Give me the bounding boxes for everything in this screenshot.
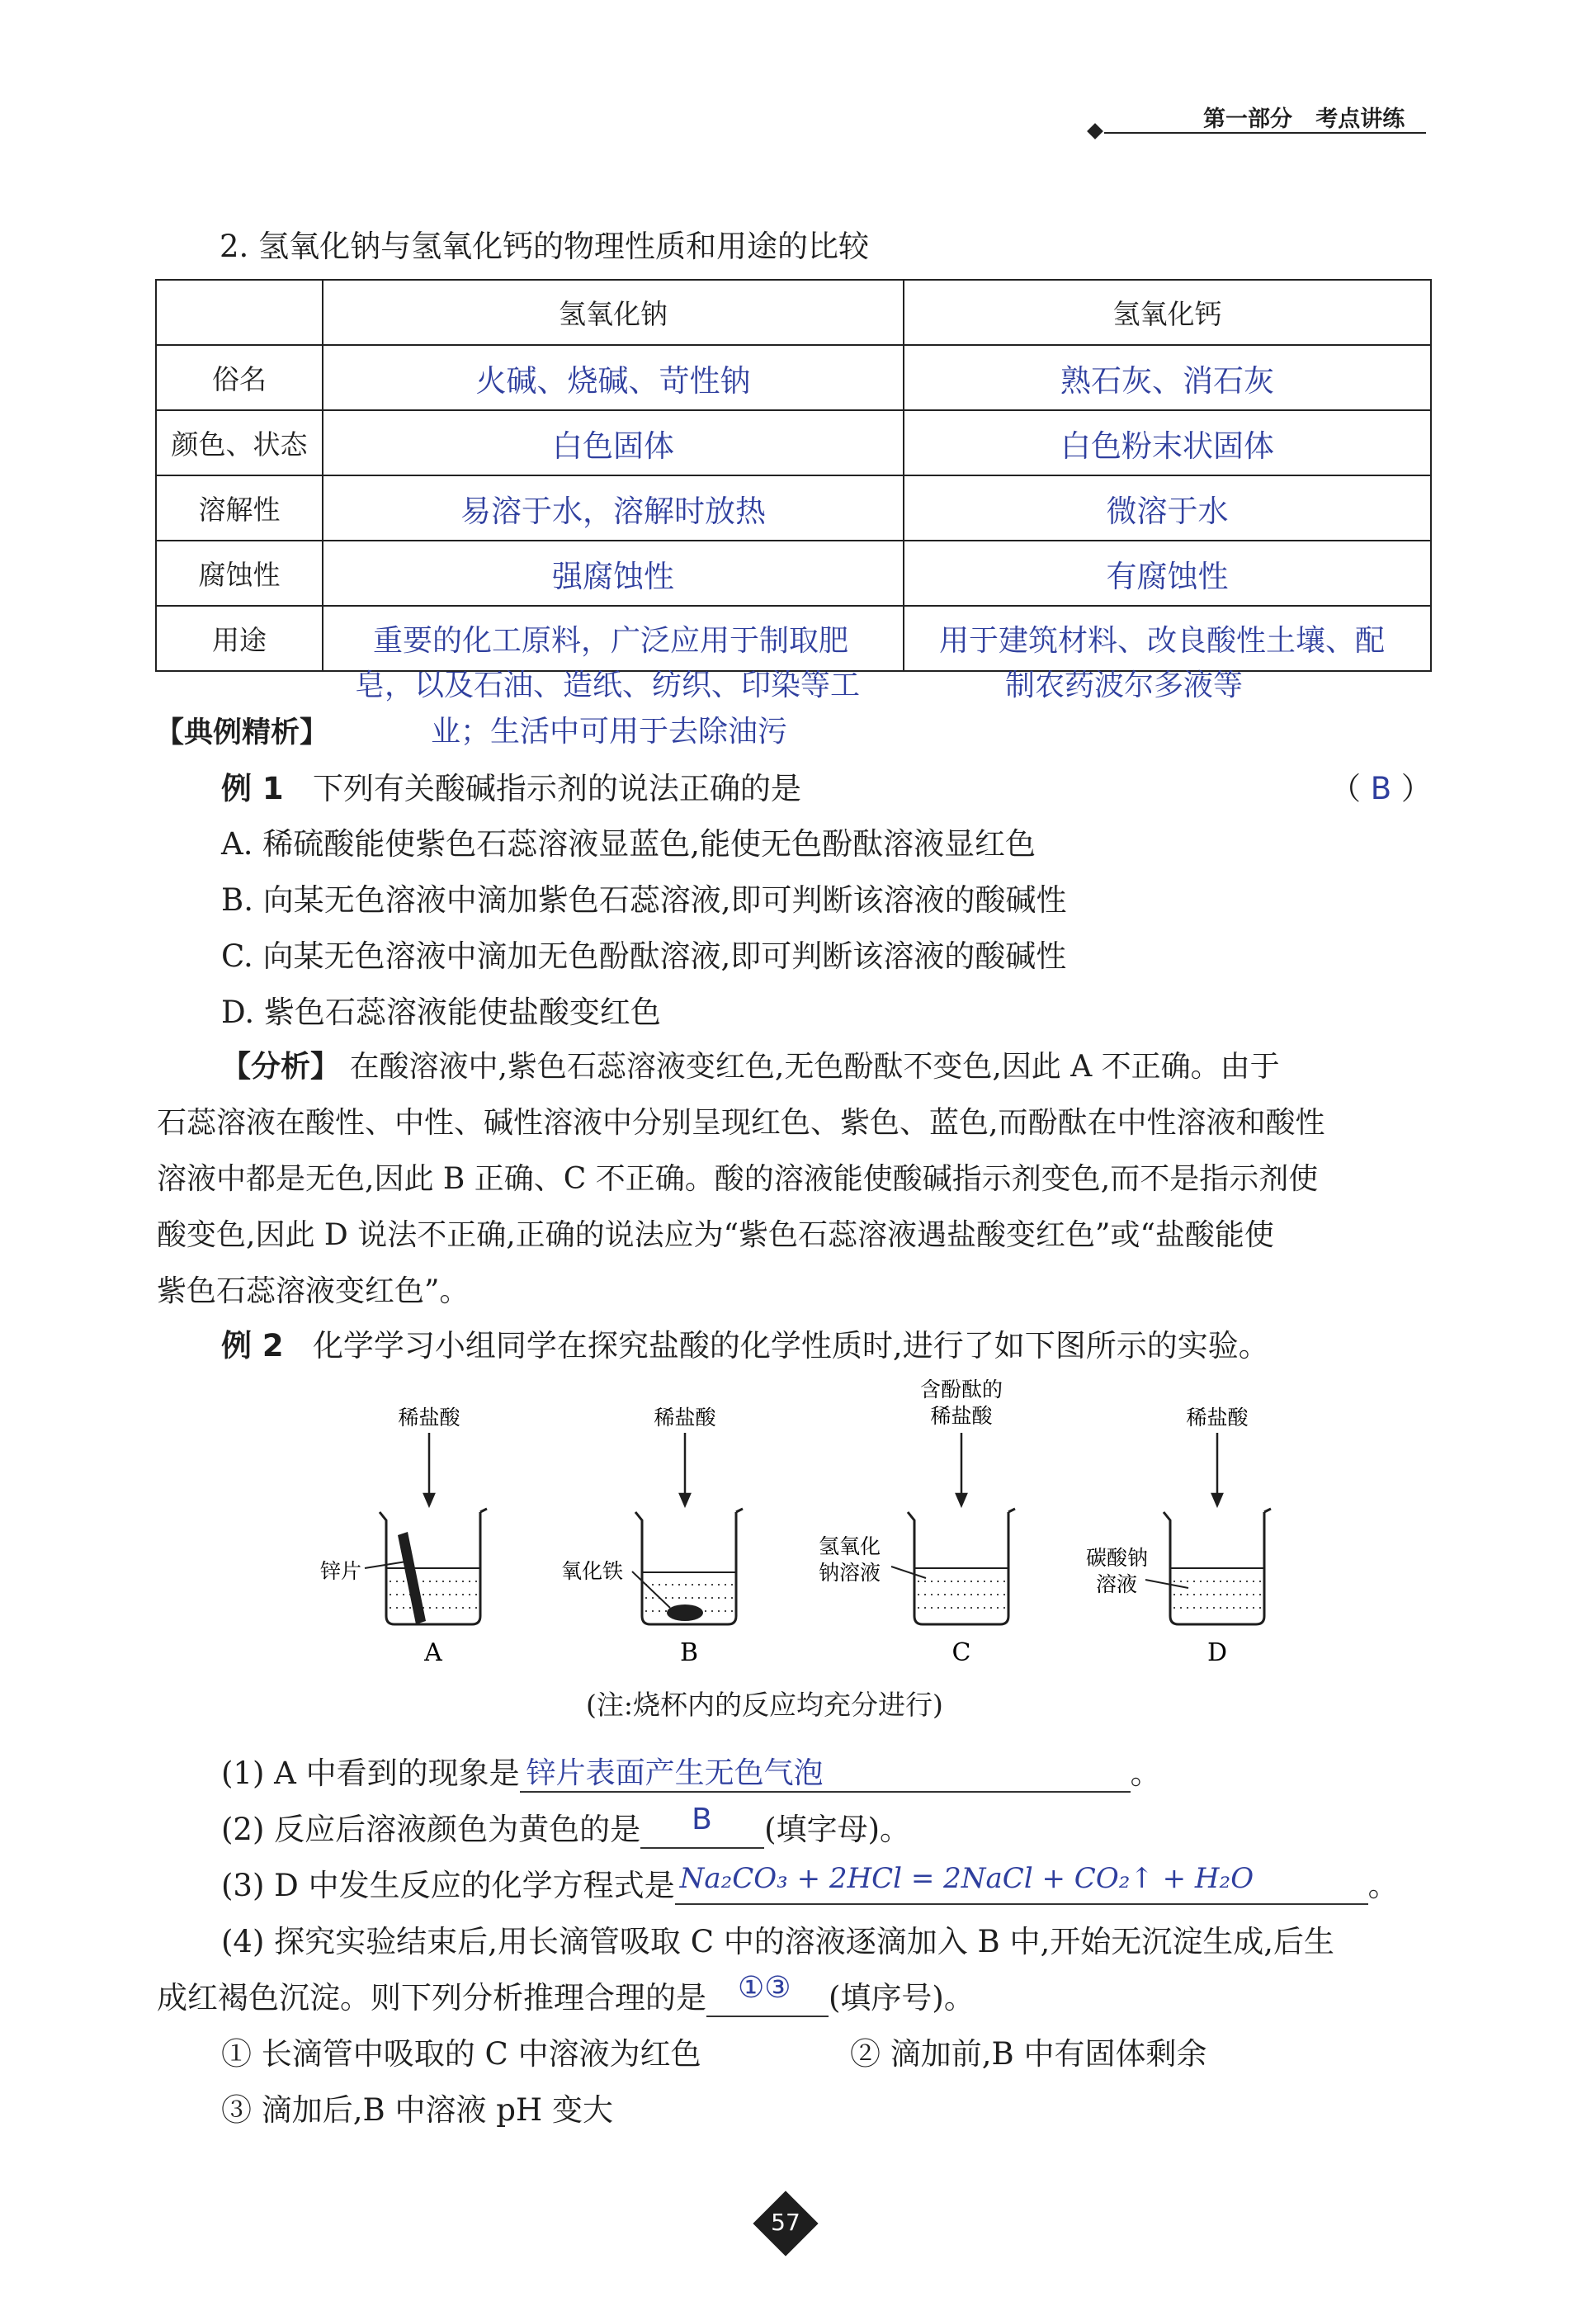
caoh-use-line1: 用于建筑材料、改良酸性土壤、配 — [939, 624, 1386, 658]
section-title: 2. 氢氧化钠与氢氧化钙的物理性质和用途的比较 — [220, 229, 870, 264]
page-number: 57 — [771, 2209, 800, 2236]
ex1-answer-bracket: （ B ） — [1330, 771, 1432, 806]
label-zinc: 锌片 — [320, 1559, 362, 1583]
iron-oxide-pile — [667, 1604, 703, 1621]
label-na2co3-line1: 碳酸钠 — [1086, 1546, 1149, 1570]
label-acid-a: 稀盐酸 — [398, 1406, 460, 1430]
q4-answer-blank — [706, 1971, 829, 2017]
beaker-label-b: B — [679, 1638, 699, 1667]
ex2-question: 化学学习小组同学在探究盐酸的化学性质时,进行了如下图所示的实验。 — [312, 1328, 1269, 1363]
q2-answer: B — [692, 1803, 712, 1836]
naoh-cell: 白色固体 — [323, 410, 904, 475]
table-row — [156, 345, 1431, 410]
analysis-line4: 酸变色,因此 D 说法不正确,正确的说法应为“紫色石蕊溶液遇盐酸变红色”或“盐酸能使 — [157, 1218, 1274, 1252]
header-diamond-icon — [1087, 123, 1103, 139]
analysis-tag: 【分析】 — [221, 1050, 341, 1084]
figure-note: (注:烧杯内的反应均充分进行) — [586, 1689, 943, 1721]
comparison-table — [155, 279, 1432, 672]
caoh-cell: 微溶于水 — [904, 475, 1431, 541]
table-header-row — [156, 280, 1431, 345]
q4-choice3: ③ 滴加后,B 中溶液 pH 变大 — [221, 2092, 613, 2128]
q4-line1: (4) 探究实验结束后,用长滴管吸取 C 中的溶液逐滴加入 B 中,开始无沉淀生成,后生 — [221, 1924, 1334, 1959]
header-rule — [1104, 132, 1426, 134]
naoh-use-line3: 业；生活中可用于去除油污 — [431, 715, 788, 749]
q4-row: 成红褐色沉淀。则下列分析推理合理的是 ①③ (填序号)。 — [157, 1971, 975, 2016]
ex1-stem — [221, 763, 801, 808]
ex1-answer: B — [1370, 771, 1392, 806]
label-na2co3-line2: 溶液 — [1096, 1572, 1138, 1596]
naoh-cell: 易溶于水，溶解时放热 — [323, 475, 904, 541]
caoh-cell: 有腐蚀性 — [904, 541, 1431, 606]
naoh-use-line2: 皂，以及石油、造纸、纺织、印染等工 — [355, 669, 861, 702]
q4-choice1: ① 长滴管中吸取的 C 中溶液为红色 — [221, 2036, 701, 2072]
ex1-option-a: A. 稀硫酸能使紫色石蕊溶液显蓝色,能使无色酚酞溶液显红色 — [221, 826, 1036, 862]
table-row — [156, 541, 1431, 606]
q1-answer: 锌片表面产生无色气泡 — [526, 1756, 824, 1790]
header-section: 第一部分 考点讲练 — [1203, 106, 1405, 132]
naoh-use-line1: 重要的化工原料，广泛应用于制取肥 — [373, 624, 849, 658]
table-header-caoh: 氢氧化钙 — [904, 280, 1431, 345]
ex1-option-b: B. 向某无色溶液中滴加紫色石蕊溶液,即可判断该溶液的酸碱性 — [221, 882, 1067, 918]
ex2-tag: 例 2 — [221, 1328, 284, 1363]
table-row — [156, 410, 1431, 475]
q3-answer: Na₂CO₃ + 2HCl = 2NaCl + CO₂↑ + H₂O — [679, 1862, 1254, 1895]
q1-row: (1) A 中看到的现象是 锌片表面产生无色气泡 。 — [221, 1748, 1161, 1793]
q2-answer-blank — [640, 1803, 764, 1849]
q3-answer-blank — [675, 1862, 1368, 1905]
row-label: 用途 — [156, 606, 323, 671]
table-header-naoh: 氢氧化钠 — [323, 280, 904, 345]
experiment-figure — [314, 1370, 1386, 1667]
table-corner-cell — [156, 280, 323, 345]
row-label: 俗名 — [156, 345, 323, 410]
ex1-tag: 例 1 — [221, 771, 284, 806]
analysis-line1: 【分析】 在酸溶液中,紫色石蕊溶液变红色,无色酚酞不变色,因此 A 不正确。由于 — [221, 1050, 1280, 1084]
ex1-option-c: C. 向某无色溶液中滴加无色酚酞溶液,即可判断该溶液的酸碱性 — [221, 938, 1067, 974]
naoh-cell: 强腐蚀性 — [323, 541, 904, 606]
label-naoh-line2: 钠溶液 — [819, 1561, 881, 1585]
analysis-line2: 石蕊溶液在酸性、中性、碱性溶液中分别呈现红色、紫色、蓝色,而酚酞在中性溶液和酸性 — [157, 1106, 1325, 1140]
label-acid-d: 稀盐酸 — [1186, 1406, 1249, 1430]
q3-row: (3) D 中发生反应的化学方程式是 Na₂CO₃ + 2HCl = 2NaCl + CO₂↑ + H₂O 。 — [221, 1862, 1399, 1903]
beaker-label-d: D — [1206, 1638, 1228, 1667]
row-label: 颜色、状态 — [156, 410, 323, 475]
q1-answer-blank — [520, 1753, 1131, 1793]
row-label: 溶解性 — [156, 475, 323, 541]
beaker-label-a: A — [424, 1638, 442, 1667]
table-row — [156, 475, 1431, 541]
beaker-label-c: C — [951, 1638, 971, 1667]
ex1-option-d: D. 紫色石蕊溶液能使盐酸变红色 — [221, 995, 661, 1030]
naoh-cell: 火碱、烧碱、苛性钠 — [323, 345, 904, 410]
caoh-cell: 熟石灰、消石灰 — [904, 345, 1431, 410]
label-acid-b: 稀盐酸 — [654, 1406, 716, 1430]
ex2-stem — [221, 1321, 1269, 1365]
label-iron-oxide: 氧化铁 — [561, 1559, 624, 1583]
ex1-question: 下列有关酸碱指示剂的说法正确的是 — [312, 771, 801, 806]
q4-choice2: ② 滴加前,B 中有固体剩余 — [850, 2036, 1207, 2072]
zinc-strip — [398, 1532, 426, 1624]
label-naoh-line1: 氢氧化 — [819, 1534, 881, 1558]
row-label: 腐蚀性 — [156, 541, 323, 606]
analysis-line5: 紫色石蕊溶液变红色”。 — [157, 1274, 470, 1308]
q2-row: (2) 反应后溶液颜色为黄色的是 B (填字母)。 — [221, 1803, 911, 1847]
caoh-cell: 白色粉末状固体 — [904, 410, 1431, 475]
label-acid-c-line2: 稀盐酸 — [930, 1404, 993, 1428]
q4-answer: ①③ — [738, 1971, 791, 2005]
typical-examples-heading: 【典例精析】 — [155, 716, 329, 749]
analysis-line3: 溶液中都是无色,因此 B 正确、C 不正确。酸的溶液能使酸碱指示剂变色,而不是指示剂使 — [157, 1162, 1319, 1196]
caoh-use-line2: 制农药波尔多液等 — [1005, 669, 1244, 702]
label-acid-c-line1: 含酚酞的 — [919, 1378, 1003, 1401]
